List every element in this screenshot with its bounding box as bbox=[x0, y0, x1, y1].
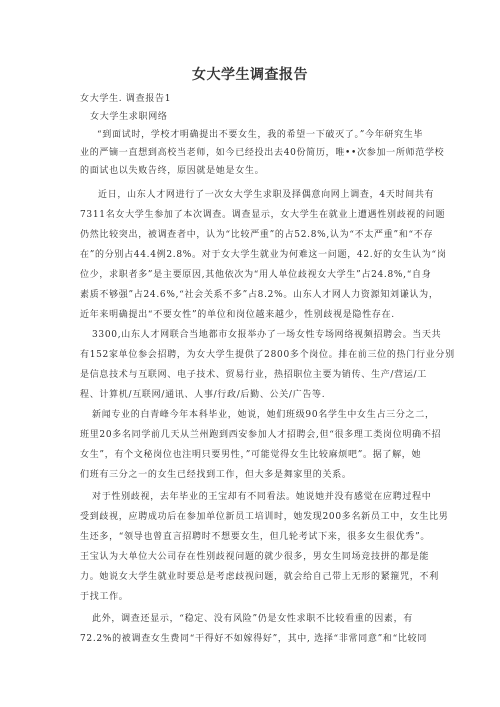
paragraph-line-1: 女大学生. 调查报告1 bbox=[80, 94, 172, 104]
paragraph-line-7: 7311名女大学生参加了本次调查。调查显示，女大学生在就业上遭遇性别歧视的问题 bbox=[80, 210, 446, 220]
paragraph-line-16: 程、计算机/互联网/通讯、人事/行政/后勤、公关/广告等. bbox=[80, 390, 326, 400]
document-title: 女大学生调查报告 bbox=[192, 67, 308, 83]
paragraph-line-23: 生还多，“领导也曾直言招聘时不想要女生，但几轮考试下来，很多女生很优秀”。 bbox=[80, 532, 431, 542]
paragraph-line-28: 72.2%的被调查女生费同“干得好不如嫁得好”，其中, 选择“非常同意”和“比较同 bbox=[80, 634, 428, 644]
paragraph-line-18: 班里20多名同学前几天从兰州跑到西安参加人才招聘会,但“很多理工类岗位明确不招 bbox=[80, 430, 442, 440]
paragraph-line-27: 此外，调查还显示，“稳定、没有风险”仍是女性求职不比较看重的因素，有 bbox=[92, 614, 414, 624]
paragraph-line-22: 受到歧视，应聘成功后在参加单位新员工培训时，她发现200多名新员工中，女生比男 bbox=[80, 512, 449, 522]
paragraph-line-17: 新闻专业的白青峰今年本科毕业，她说，她们班级90名学生中女生占三分之二， bbox=[92, 410, 435, 420]
paragraph-line-9: 在”的分别占44.4例2.8%。对于女大学生就业为何难这一问题，42.好的女生认为“岗 bbox=[80, 250, 447, 260]
paragraph-line-19: 女生”，有个文秘岗位也注明只要男性，”可能觉得女生比较麻烦吧”。据了解，她 bbox=[80, 450, 422, 460]
paragraph-line-11: 素质不够强”占24.6%,“社会关系不多”占8.2%。山东人才网人力资源知刘谦认为， bbox=[80, 290, 439, 300]
paragraph-line-3: “到面试时，学校才明确提出不要女生，我的希望一下破灭了。”今年研究生毕 bbox=[97, 130, 424, 140]
paragraph-line-15: 是信息技术与互联网、电子技术、贸易行业，热招职位主要为销传、生产/营运/工 bbox=[80, 370, 427, 380]
paragraph-line-6: 近日，山东人才网进行了一次女大学生求职及择偶意向网上调查，4天时间共有 bbox=[98, 190, 435, 200]
paragraph-line-5: 的面试也以失败告终，原因就是她是女生。 bbox=[80, 166, 265, 176]
paragraph-line-4: 业的严镝一直想到高校当老师，如今已经投出去40份简历，唯••次参加一所师范学校 bbox=[80, 148, 445, 158]
paragraph-line-12: 近年来明确提出“不要女性”的单位和岗位越来越少，性别歧视是隐性存在. bbox=[80, 310, 395, 320]
paragraph-line-10: 位少，求职者多”是主要原因,其他依次为“用人单位歧视女大学生”占24.8%,“自身 bbox=[80, 270, 432, 280]
paragraph-line-20: 们班有三分之一的女生已经找到工作，但大多是舞家里的关系。 bbox=[80, 470, 352, 480]
paragraph-line-24: 王宝认为大单位大公司存在性别歧视问题的就少很多，男女生同场竞技拼的都是能 bbox=[80, 552, 430, 562]
paragraph-line-2: 女大学生求职网络 bbox=[90, 112, 168, 122]
paragraph-line-13: 3300,山东人才网联合当地都市女报举办了一场女性专场网络视频招聘会。当天共 bbox=[92, 330, 442, 340]
paragraph-line-21: 对于性别歧视，去年毕业的王宝却有不同看法。她说她并没有感觉在应聘过程中 bbox=[92, 492, 432, 502]
paragraph-line-14: 有152家单位参会招聘，为女大学生提供了2800多个岗位。排在前三位的热门行业分别 bbox=[80, 350, 455, 360]
paragraph-line-26: 于找工作。 bbox=[80, 592, 129, 602]
paragraph-line-8: 仍然比较突出，被调查者中，认为“比较严重”的占52.8%,认为“不太严重”和“不存 bbox=[80, 230, 434, 240]
paragraph-line-25: 力。她说女大学生就业时要总是考虑歧视问题，就会给自己带上无形的紧箍咒，不利 bbox=[80, 572, 439, 582]
